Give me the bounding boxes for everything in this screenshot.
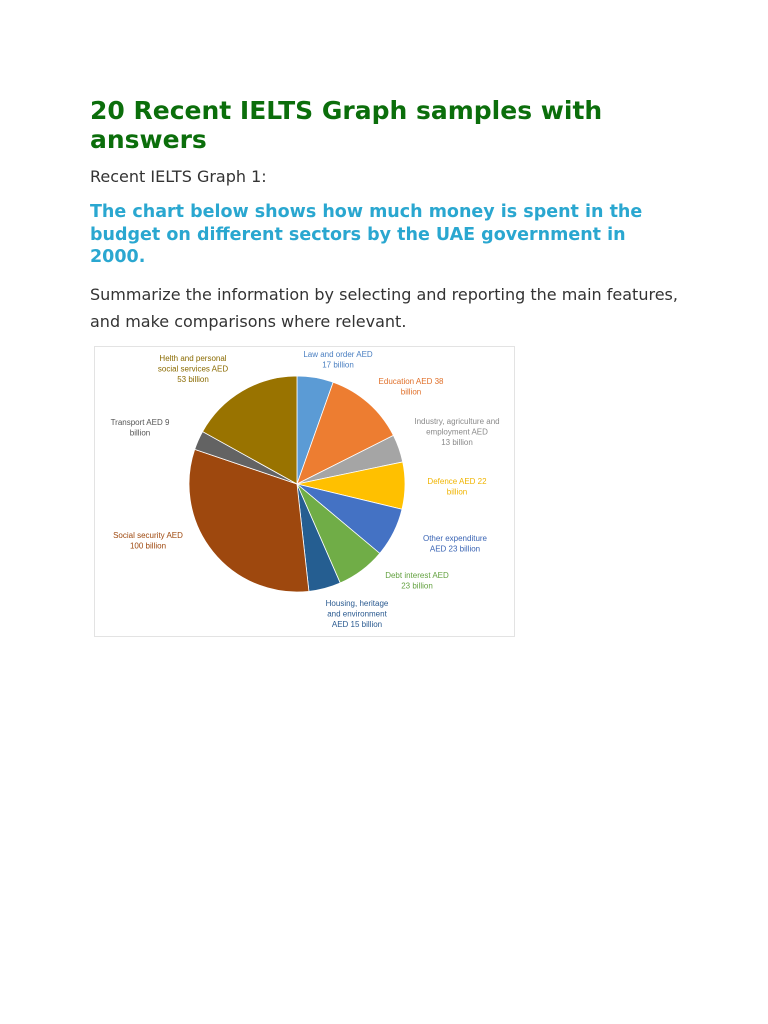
slice-label-5: Debt interest AED 23 billion	[385, 571, 449, 591]
page-title: 20 Recent IELTS Graph samples with answers	[90, 96, 603, 154]
graph-heading: Recent IELTS Graph 1:	[90, 167, 267, 186]
slice-label-3: Defence AED 22 billion	[427, 477, 487, 497]
question-prompt: The chart below shows how much money is spent in the budget on different sectors by the UAE government in 2000.	[90, 202, 643, 267]
slice-label-6: Housing, heritage and environment AED 15 billion	[325, 599, 389, 629]
slice-label-7: Social security AED 100 billion	[113, 531, 183, 551]
slice-label-8: Transport AED 9 billion	[110, 418, 170, 438]
task-instruction: Summarize the information by selecting and reporting the main features, and make comparisons where relevant.	[90, 285, 678, 331]
pie-chart	[95, 347, 514, 636]
slice-label-9: Helth and personal social services AED 53 billion	[157, 354, 229, 384]
slice-label-1: Education AED 38 billion	[378, 377, 444, 397]
slice-label-0: Law and order AED 17 billion	[303, 350, 373, 370]
slice-label-2: Industry, agriculture and employment AED 13 billion	[414, 417, 500, 447]
slice-label-4: Other expenditure AED 23 billion	[422, 534, 488, 554]
pie-chart-figure	[94, 346, 515, 637]
